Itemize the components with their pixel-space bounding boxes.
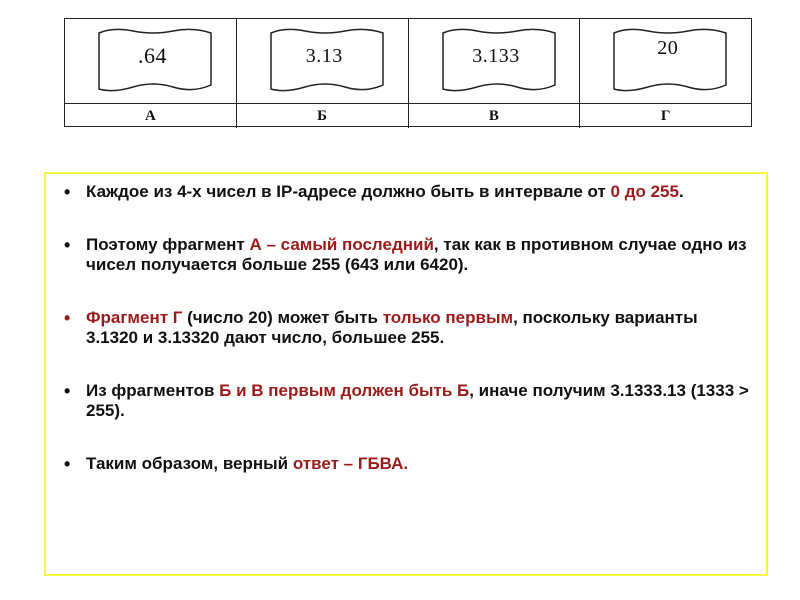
explanation-text: Таким образом, верный <box>86 454 293 473</box>
explanation-text: Из фрагментов <box>86 381 220 400</box>
explanation-text: , так как в противном случае одно из чисел получается больше 255 (643 или 6420). <box>86 235 747 274</box>
highlight-text: А – самый последний <box>249 235 434 254</box>
explanation-item-2 <box>62 235 752 275</box>
fragment-value-a: .64 <box>138 43 167 68</box>
fragment-value-g: 20 <box>657 36 679 59</box>
highlight-text: только первым <box>382 308 514 327</box>
explanation-text: Поэтому фрагмент <box>86 235 250 254</box>
fragment-letter-a: А <box>144 108 156 124</box>
explanation-text: . <box>678 182 684 201</box>
highlight-text: 0 до 255 <box>610 182 679 201</box>
fragment-letter-b: Б <box>236 104 408 128</box>
explanation-text: , поскольку варианты 3.1320 и 3.13320 дают число, большее 255. <box>86 308 698 347</box>
explanation-box <box>44 172 768 576</box>
fragments-letter-row <box>65 103 751 128</box>
explanation-list <box>62 182 752 474</box>
fragment-letter-v: В <box>408 104 580 128</box>
fragments-table <box>64 18 752 127</box>
fragment-cell-g <box>579 19 751 103</box>
fragment-cell-v <box>408 19 580 103</box>
explanation-item-4 <box>62 381 752 421</box>
explanation-item-5 <box>62 454 752 474</box>
highlight-text: Б и В первым должен быть Б <box>219 381 470 400</box>
fragment-value-b: 3.13 <box>305 44 343 67</box>
fragment-cell-b <box>236 19 408 103</box>
explanation-item-3 <box>62 308 752 348</box>
fragments-card-row <box>65 19 751 103</box>
explanation-text: Каждое из 4-х чисел в IP-адресе должно быть в интервале от <box>86 182 611 201</box>
fragment-cell-a <box>65 19 236 103</box>
fragment-value-v: 3.133 <box>472 44 520 67</box>
highlight-text: Фрагмент Г <box>86 308 183 327</box>
explanation-item-1 <box>62 182 752 202</box>
highlight-text: ответ – ГБВА. <box>292 454 409 473</box>
explanation-text: , иначе получим 3.1333.13 (1333 > 255). <box>86 381 749 420</box>
explanation-text: (число 20) может быть <box>182 308 383 327</box>
fragment-letter-g: Г <box>579 104 751 128</box>
